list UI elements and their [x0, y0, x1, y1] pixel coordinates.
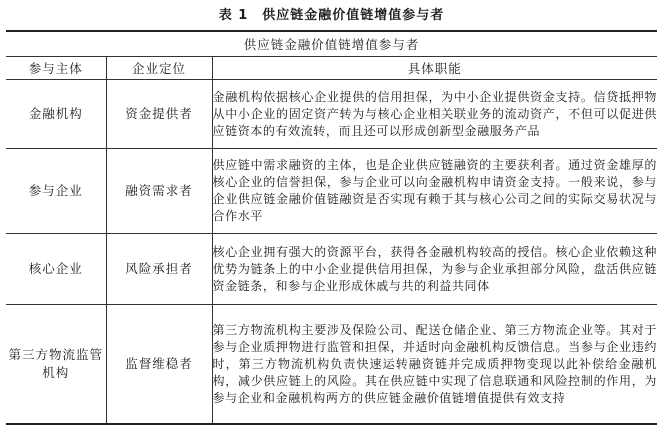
cell-position: 风险承担者 [106, 234, 212, 305]
cell-duty: 金融机构依据核心企业提供的信用担保，为中小企业提供资金支持。信贷抵押物从中小企业的固定资产转为与核心企业相关联业务的流动资产，不但可以促进供应链资本的有效流转，而且还可以形成创新型金融服务产品 [212, 80, 657, 149]
cell-role: 核心企业 [6, 234, 106, 305]
cell-position: 融资需求者 [106, 149, 212, 234]
participants-table [6, 30, 657, 425]
cell-duty: 第三方物流机构主要涉及保险公司、配送仓储企业、第三方物流企业等。其对于参与企业质押物进行监管和担保，并适时向金融机构反馈信息。当参与企业违约时，第三方物流机构负责快速运转融资链并完成质押物变现以此补偿给金融机构，减少供应链上的风险。其在供应链中实现了信息联通和风险控制的作用，为参与企业和金融机构两方的供应链金融价值链增值提供有效支持 [212, 305, 657, 425]
table-row [6, 305, 657, 425]
cell-role: 金融机构 [6, 80, 106, 149]
table-title-row [6, 31, 657, 57]
header-duty: 具体职能 [212, 57, 657, 80]
table-merged-title: 供应链金融价值链增值参与者 [6, 31, 657, 57]
table-header-row [6, 57, 657, 80]
header-role: 参与主体 [6, 57, 106, 80]
cell-position: 监督维稳者 [106, 305, 212, 425]
table-row [6, 80, 657, 149]
cell-duty: 核心企业拥有强大的资源平台，获得各金融机构较高的授信。核心企业依赖这种优势为链条上的中小企业提供信用担保，为参与企业承担部分风险，盘活供应链资金链条，和参与企业形成休戚与共的利益共同体 [212, 234, 657, 305]
cell-role: 参与企业 [6, 149, 106, 234]
cell-duty: 供应链中需求融资的主体，也是企业供应链融资的主要获利者。通过资金雄厚的核心企业的信誉担保，参与企业可以向金融机构申请资金支持。一般来说，参与企业供应链金融价值链融资是否实现有赖于其与核心公司之间的实际交易状况与合作水平 [212, 149, 657, 234]
table-row [6, 234, 657, 305]
cell-role: 第三方物流监管机构 [6, 305, 106, 425]
header-position: 企业定位 [106, 57, 212, 80]
table-caption: 表 1 供应链金融价值链增值参与者 [218, 8, 445, 23]
table-row [6, 149, 657, 234]
cell-position: 资金提供者 [106, 80, 212, 149]
